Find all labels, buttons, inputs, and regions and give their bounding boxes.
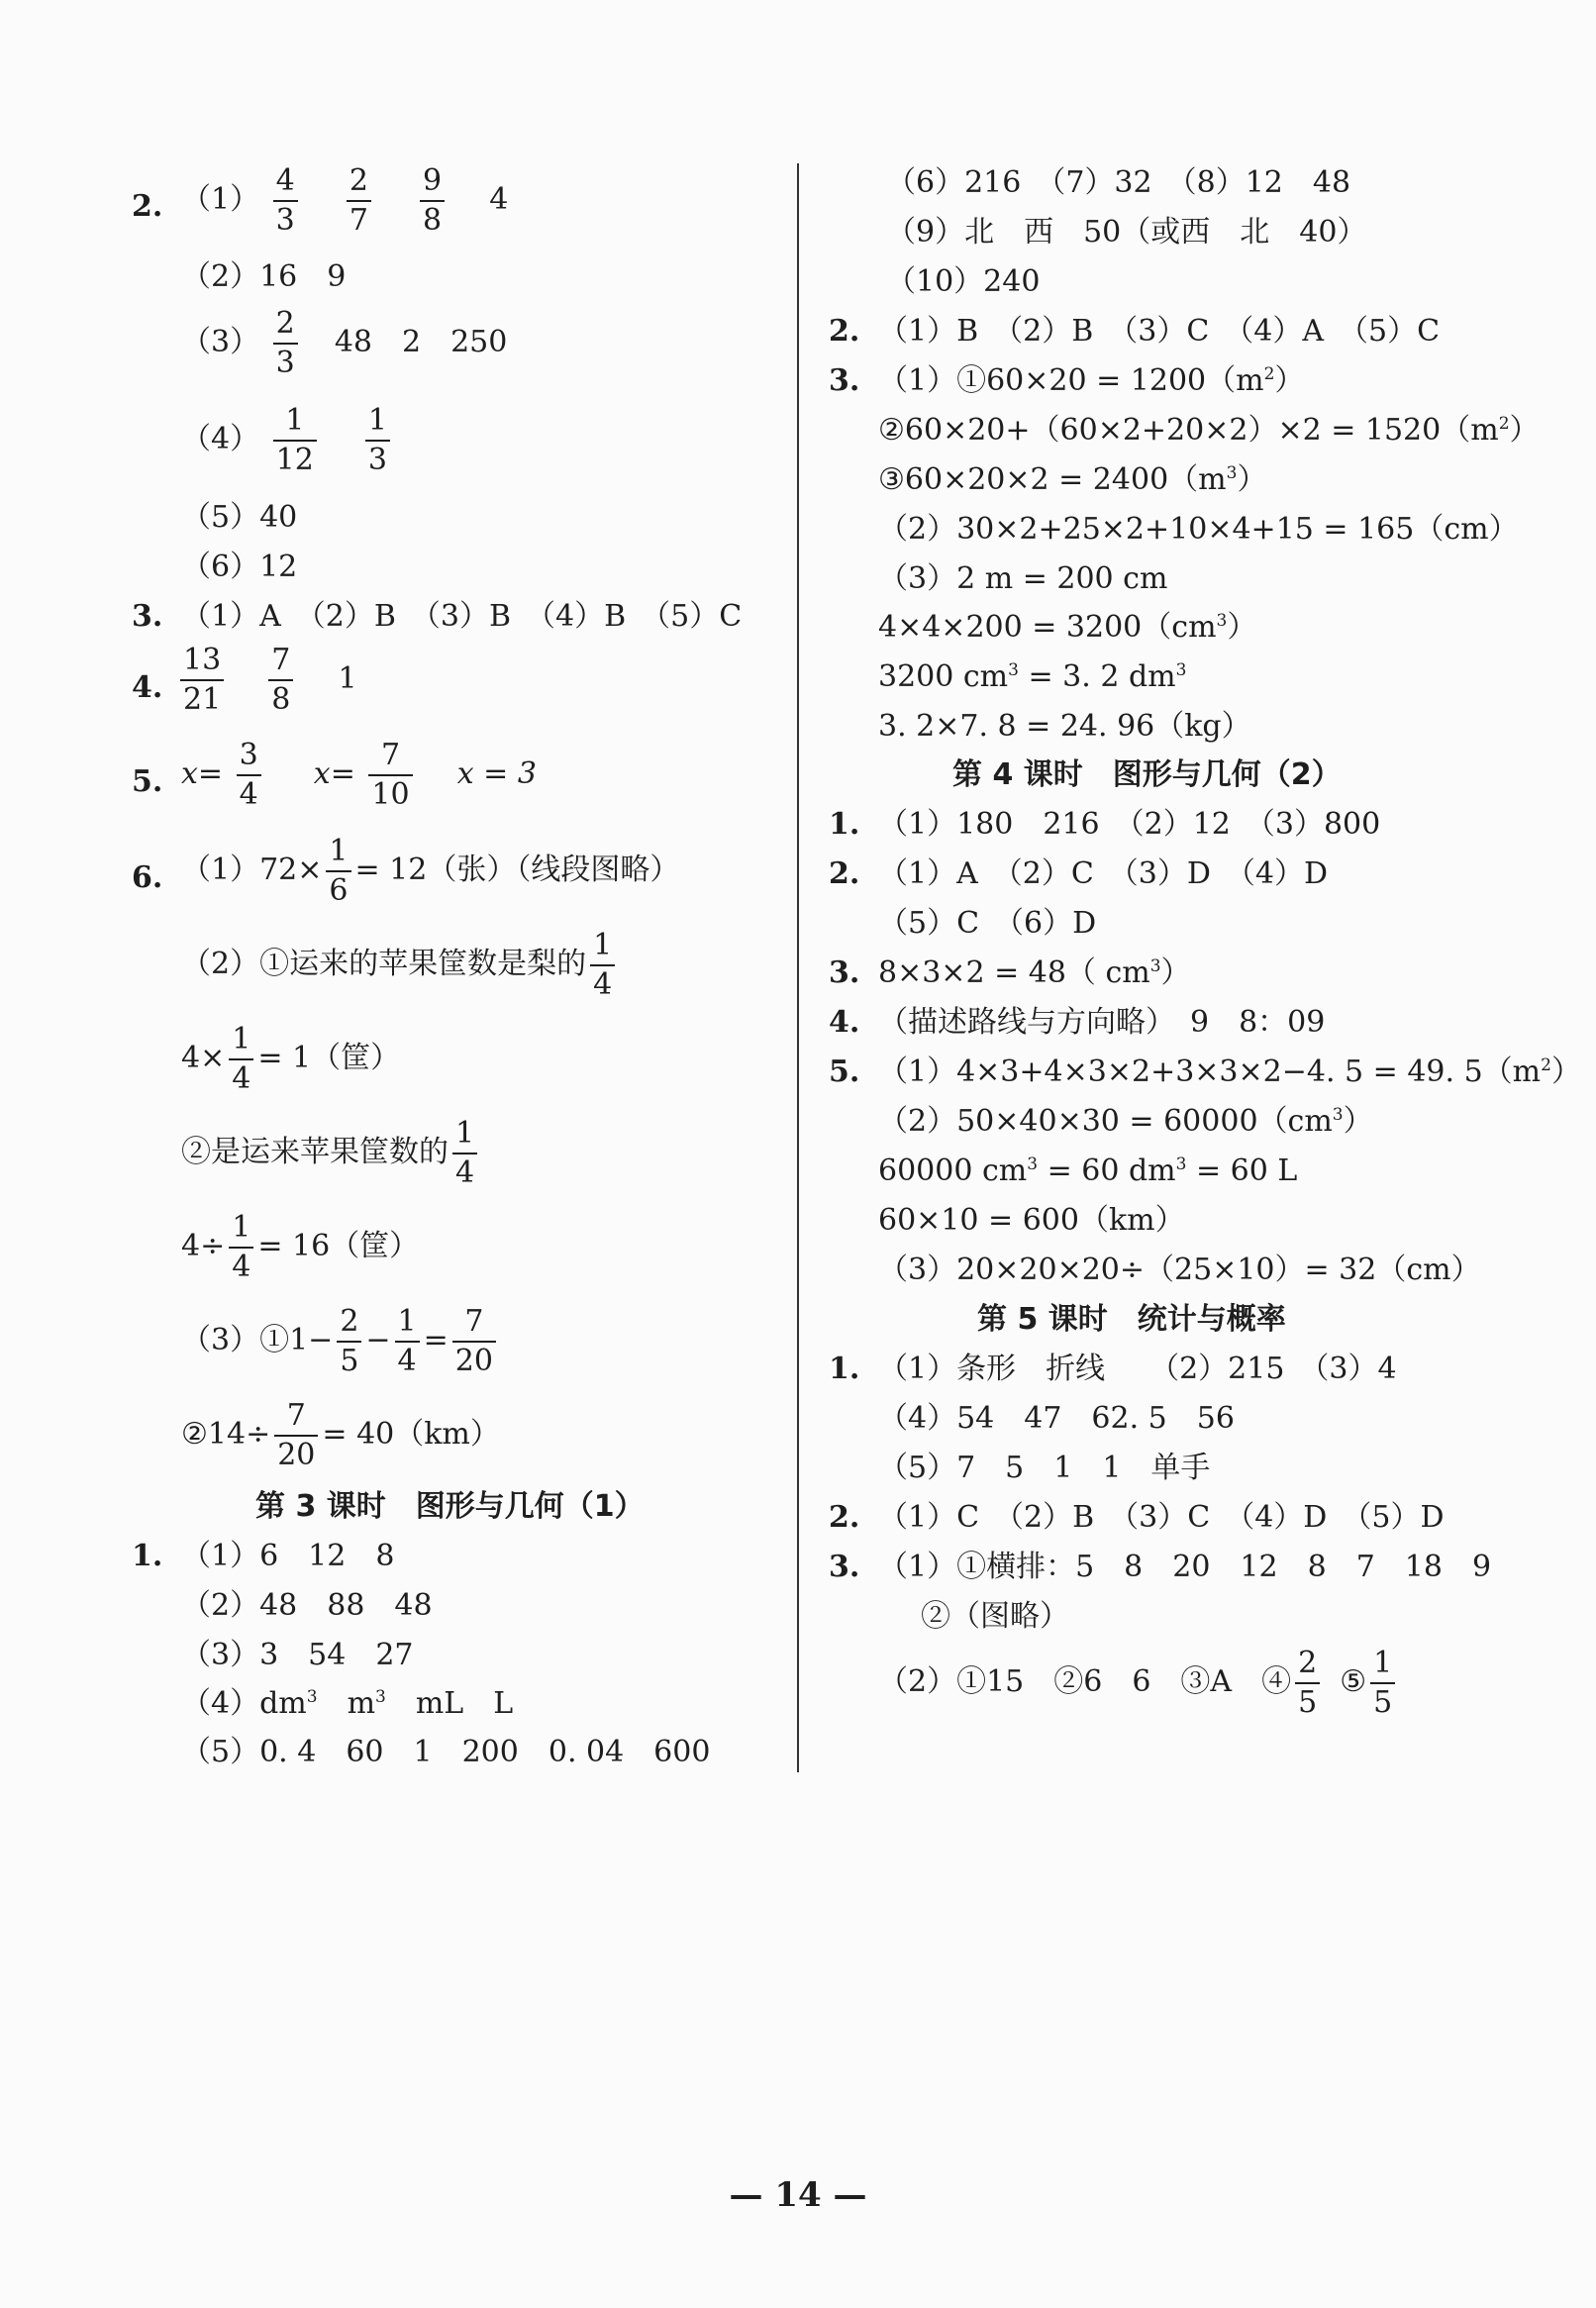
q6-line4: ②是运来苹果筐数的 $\frac{1}{4}$ bbox=[181, 1119, 481, 1188]
fraction: $\frac{2}{7}$ bbox=[347, 166, 371, 236]
q2-part5: （5）40 bbox=[181, 500, 298, 535]
lesson3-q1-line4: $(4)dm^3$ $m^3$ mL L bbox=[181, 1686, 514, 1721]
question-number: 3. bbox=[829, 955, 860, 990]
page-number: — 14 — bbox=[729, 2175, 867, 2215]
q2-part1: （1） $\frac{4}{3}$ $\frac{2}{7}$ $\frac{9}{8}$ 4 bbox=[181, 163, 509, 238]
section-heading-lesson4: 第 4 课时 图形与几何（2） bbox=[952, 757, 1342, 792]
fraction: $\frac{2}{3}$ bbox=[273, 309, 298, 378]
fraction: $\frac{1}{4}$ bbox=[229, 1025, 253, 1094]
q3-answers: （1）A （2）B （3）B （4）B （5）C bbox=[181, 599, 743, 634]
fraction: $\frac{1}{4}$ bbox=[229, 1213, 253, 1282]
q6-line1: （1）72× $\frac{1}{6}$ = 12（张）（线段图略） bbox=[181, 834, 680, 908]
right-q3-line7: 3200 $cm^3 = 3$. 2 $dm^3$ bbox=[878, 659, 1187, 694]
question-number: 2. bbox=[829, 314, 860, 349]
lesson3-q1-line3: （3）3 54 27 bbox=[181, 1638, 414, 1672]
lesson4-q5-line3: 60000 $cm^3 = 60$ $dm^3 = 60$ L bbox=[878, 1154, 1298, 1188]
question-number: 5. bbox=[829, 1054, 860, 1089]
fraction: $\frac{2}{5}$ bbox=[337, 1307, 361, 1376]
question-number: 6. bbox=[132, 860, 163, 895]
fraction: $\frac{1}{5}$ bbox=[1370, 1649, 1395, 1718]
lesson4-q5-line4: 60×10 = 600（km） bbox=[878, 1203, 1185, 1238]
lesson4-q5-line5: （3）20×20×20÷（25×10）= 32（cm） bbox=[878, 1253, 1481, 1287]
q5-answers: x= $\frac{3}{4}$ x= $\frac{7}{10}$ x = 3 bbox=[181, 738, 537, 812]
lesson4-q5-line1: （1）4×3+4×3×2+3×3×2−4. 5 = 49. $5(m^2)$ bbox=[878, 1054, 1581, 1089]
lesson4-q2-line2: （5）C （6）D bbox=[878, 906, 1097, 941]
fraction: $\frac{7}{8}$ bbox=[268, 646, 293, 715]
q2-part2: （2）16 9 bbox=[181, 259, 347, 294]
q2-part4: （4） $\frac{1}{12}$ $\frac{1}{3}$ bbox=[181, 406, 394, 475]
section-heading-lesson3: 第 3 课时 图形与几何（1） bbox=[255, 1489, 645, 1524]
q6-line3: 4× $\frac{1}{4}$ = 1（筐） bbox=[181, 1022, 401, 1096]
lesson3-q1-line5: （5）0. 4 60 1 200 0. 04 600 bbox=[181, 1735, 711, 1769]
question-number: 2. bbox=[829, 856, 860, 891]
lesson5-q3-line3: （2）①15 ②6 6 ③A ④ $\frac{2}{5}$ ⑤ $\frac{1}{5}$ bbox=[878, 1649, 1399, 1718]
question-number: 4. bbox=[829, 1005, 860, 1040]
fraction: $\frac{2}{5}$ bbox=[1295, 1649, 1320, 1718]
lesson5-q3-line1: （1）①横排：5 8 20 12 8 7 18 9 bbox=[878, 1550, 1492, 1584]
column-divider bbox=[797, 163, 799, 1772]
question-number: 1. bbox=[829, 807, 860, 842]
fraction: $\frac{3}{4}$ bbox=[237, 741, 261, 810]
question-number: 3. bbox=[829, 1550, 860, 1584]
fraction: $\frac{1}{4}$ bbox=[395, 1307, 420, 1376]
lesson3-q1-line1: （1）6 12 8 bbox=[181, 1539, 395, 1573]
continued-line1: （6）216 （7）32 （8）12 48 bbox=[886, 165, 1351, 200]
lesson3-q1-line2: （2）48 88 48 bbox=[181, 1588, 433, 1623]
fraction: $\frac{1}{3}$ bbox=[365, 406, 390, 475]
fraction: $\frac{1}{4}$ bbox=[452, 1119, 477, 1188]
question-number: 1. bbox=[829, 1352, 860, 1386]
q4-answers: $\frac{13}{21}$ $\frac{7}{8}$ 1 bbox=[176, 646, 357, 715]
fraction: $\frac{7}{20}$ bbox=[274, 1401, 318, 1470]
question-number: 4. bbox=[132, 670, 163, 705]
fraction: $\frac{1}{4}$ bbox=[590, 931, 615, 1000]
lesson4-q5-line2: $(2)50\times 40\times 30 = 60000(cm^3)$ bbox=[878, 1104, 1373, 1139]
lesson4-q1: （1）180 216 （2）12 （3）800 bbox=[878, 807, 1381, 842]
lesson5-q1-line3: （5）7 5 1 1 单手 bbox=[878, 1451, 1211, 1485]
fraction: $\frac{7}{10}$ bbox=[368, 741, 412, 810]
question-number: 1. bbox=[132, 1539, 163, 1573]
right-q3-line5: （3）2 m = 200 cm bbox=[878, 561, 1168, 596]
question-number: 3. bbox=[829, 363, 860, 398]
right-q3-line3: ③60×20×2 = $2400(m^3)$ bbox=[878, 462, 1267, 497]
fraction: $\frac{4}{3}$ bbox=[273, 166, 298, 236]
lesson4-q4: （描述路线与方向略） 9 8：09 bbox=[878, 1005, 1326, 1040]
lesson4-q2: （1）A （2）C （3）D （4）D bbox=[878, 856, 1329, 891]
right-q2-answers: （1）B （2）B （3）C （4）A （5）C bbox=[878, 314, 1441, 349]
lesson5-q1-line2: （4）54 47 62. 5 56 bbox=[878, 1401, 1235, 1436]
fraction: $\frac{1}{6}$ bbox=[326, 837, 350, 906]
q6-line7: ②14÷ $\frac{7}{20}$ = 40（km） bbox=[181, 1398, 500, 1472]
q6-line2: （2）①运来的苹果筐数是梨的 $\frac{1}{4}$ bbox=[181, 931, 619, 1000]
fraction: $\frac{9}{8}$ bbox=[420, 166, 445, 236]
lesson5-q2: （1）C （2）B （3）C （4）D （5）D bbox=[878, 1500, 1445, 1535]
right-q3-line6: $4\times 4\times 200 = 3200(cm^3)$ bbox=[878, 610, 1257, 645]
lesson4-q3: 8×3×2 = 48（ $cm^3$） bbox=[878, 955, 1191, 990]
lesson5-q3-line2: ②（图略） bbox=[921, 1599, 1069, 1634]
fraction: $\frac{7}{20}$ bbox=[452, 1307, 496, 1376]
question-number: 5. bbox=[132, 764, 163, 799]
question-number: 2. bbox=[132, 189, 163, 224]
right-q3-line1: （1）①60×20 = $1200(m^2)$ bbox=[878, 363, 1305, 398]
fraction: $\frac{13}{21}$ bbox=[180, 646, 224, 715]
q2-part3: （3） $\frac{2}{3}$ 48 2 250 bbox=[181, 306, 508, 380]
lesson5-q1-line1: （1）条形 折线 （2）215 （3）4 bbox=[878, 1352, 1397, 1386]
continued-line2: （9）北 西 50（或西 北 40） bbox=[886, 215, 1367, 250]
right-q3-line8: 3. 2×7. 8 = 24. 96（kg） bbox=[878, 709, 1251, 744]
question-number: 3. bbox=[132, 599, 163, 634]
right-q3-line2: ②60×20+（60×2+20×2）×2 = $1520(m^2)$ bbox=[878, 413, 1540, 448]
continued-line3: （10）240 bbox=[886, 264, 1041, 299]
q2-part6: （6）12 bbox=[181, 550, 298, 584]
right-q3-line4: （2）30×2+25×2+10×4+15 = 165（cm） bbox=[878, 512, 1519, 547]
section-heading-lesson5: 第 5 课时 统计与概率 bbox=[977, 1302, 1286, 1337]
fraction: $\frac{1}{12}$ bbox=[273, 406, 317, 475]
q6-line5: 4÷ $\frac{1}{4}$ = 16（筐） bbox=[181, 1210, 420, 1284]
question-number: 2. bbox=[829, 1500, 860, 1535]
q6-line6: （3）①1− $\frac{2}{5}$ − $\frac{1}{4}$ = $\frac{7}{20}$ bbox=[181, 1307, 500, 1376]
